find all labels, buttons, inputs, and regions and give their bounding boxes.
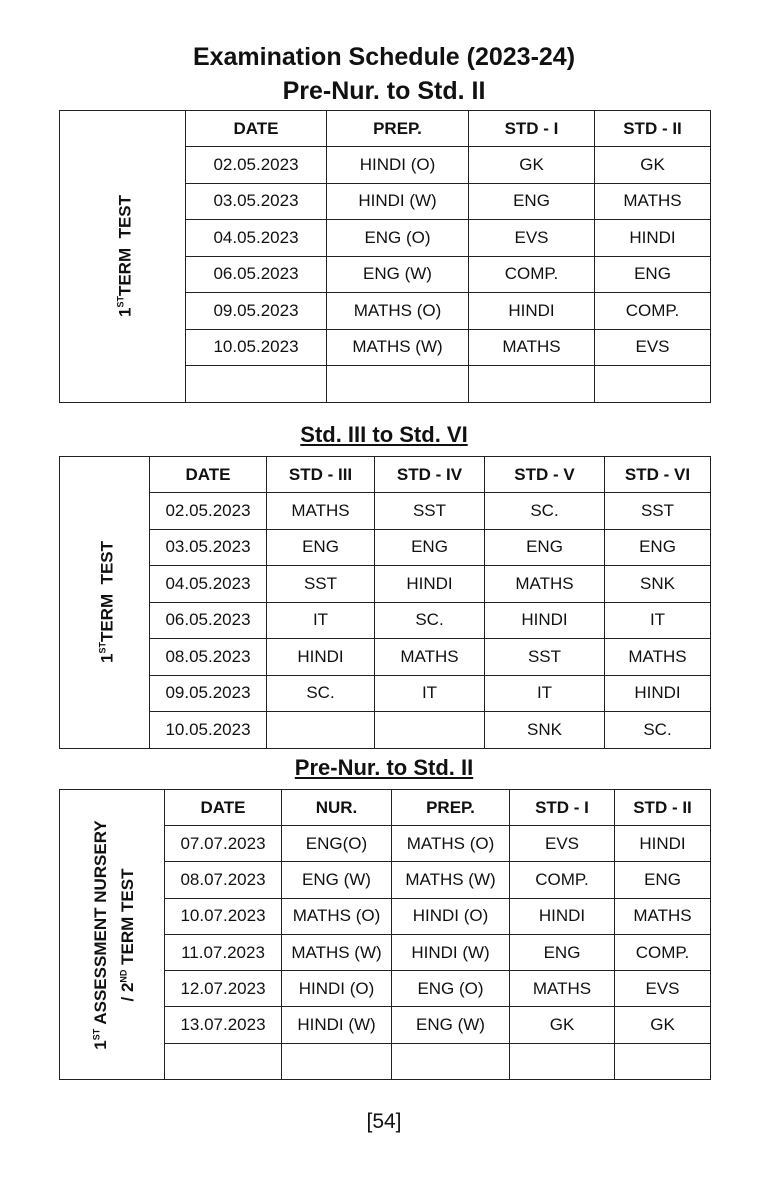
subject-cell: ENG (605, 529, 711, 566)
label-number: 1 (91, 1039, 110, 1050)
subject-cell: COMP. (510, 862, 615, 898)
header-row (60, 790, 711, 826)
column-header: PREP. (327, 111, 469, 147)
subject-cell: HINDI (O) (392, 898, 510, 934)
subject-cell (595, 366, 711, 403)
subject-cell: ENG (267, 529, 375, 566)
subject-cell (392, 1043, 510, 1079)
date-cell: 02.05.2023 (150, 493, 267, 530)
column-header: PREP. (392, 790, 510, 826)
table-row (60, 602, 711, 639)
label-superscript: ST (97, 642, 108, 654)
subject-cell (469, 366, 595, 403)
subject-cell: SC. (605, 712, 711, 749)
subject-cell: COMP. (595, 293, 711, 330)
column-header: DATE (165, 790, 282, 826)
subject-cell: ENG (W) (282, 862, 392, 898)
subject-cell: EVS (510, 826, 615, 862)
subject-cell: HINDI (615, 826, 711, 862)
subject-cell: IT (267, 602, 375, 639)
subject-cell: HINDI (605, 675, 711, 712)
date-cell (165, 1043, 282, 1079)
term-test-label (91, 541, 118, 663)
subject-cell: MATHS (O) (392, 826, 510, 862)
subject-cell: HINDI (469, 293, 595, 330)
subject-cell (327, 366, 469, 403)
label-line-2 (112, 820, 139, 1049)
column-header: STD - III (267, 457, 375, 493)
subject-cell: ENG (375, 529, 485, 566)
label-number: 1 (96, 653, 116, 664)
side-label-cell (60, 457, 150, 749)
subject-cell: SST (267, 566, 375, 603)
label-text: TERM TEST (96, 541, 116, 643)
label-prefix: / 2 (117, 982, 137, 1002)
column-header: STD - IV (375, 457, 485, 493)
subject-cell: ENG (595, 256, 711, 293)
subject-cell: SNK (605, 566, 711, 603)
date-cell: 08.05.2023 (150, 639, 267, 676)
subject-cell: MATHS (O) (282, 898, 392, 934)
table-row (60, 566, 711, 603)
subject-cell: MATHS (595, 183, 711, 220)
subject-cell: IT (605, 602, 711, 639)
subject-cell: MATHS (267, 493, 375, 530)
table-row (60, 529, 711, 566)
table-row (60, 675, 711, 712)
date-cell: 06.05.2023 (150, 602, 267, 639)
subject-cell: HINDI (W) (392, 934, 510, 970)
subject-cell: SC. (267, 675, 375, 712)
subject-cell: ENG (485, 529, 605, 566)
subject-cell: ENG (O) (392, 971, 510, 1007)
subject-cell: MATHS (615, 898, 711, 934)
subject-cell (375, 712, 485, 749)
subject-cell: HINDI (267, 639, 375, 676)
column-header: STD - I (510, 790, 615, 826)
subject-cell: EVS (615, 971, 711, 1007)
date-cell: 10.07.2023 (165, 898, 282, 934)
label-text: ASSESSMENT NURSERY (91, 819, 110, 1029)
table-row (60, 639, 711, 676)
subject-cell: ENG(O) (282, 826, 392, 862)
subject-cell: SC. (375, 602, 485, 639)
subject-cell: MATHS (485, 566, 605, 603)
column-header: STD - I (469, 111, 595, 147)
column-header: NUR. (282, 790, 392, 826)
column-header: STD - II (615, 790, 711, 826)
subject-cell: SNK (485, 712, 605, 749)
column-header: STD - II (595, 111, 711, 147)
subject-cell (267, 712, 375, 749)
subject-cell: MATHS (469, 329, 595, 366)
subject-cell: MATHS (W) (392, 862, 510, 898)
subject-cell: MATHS (605, 639, 711, 676)
label-line-1 (85, 820, 112, 1049)
date-cell: 13.07.2023 (165, 1007, 282, 1043)
header-row (60, 111, 711, 147)
section-heading-prenur-std2: Pre-Nur. to Std. II (294, 755, 474, 780)
subject-cell: EVS (595, 329, 711, 366)
date-cell: 07.07.2023 (165, 826, 282, 862)
date-cell: 12.07.2023 (165, 971, 282, 1007)
subject-cell: HINDI (W) (327, 183, 469, 220)
date-cell: 11.07.2023 (165, 934, 282, 970)
side-label-cell (60, 790, 165, 1080)
date-cell (186, 366, 327, 403)
subject-cell: GK (615, 1007, 711, 1043)
assessment-label (85, 820, 138, 1049)
subject-cell: SST (605, 493, 711, 530)
date-cell: 03.05.2023 (186, 183, 327, 220)
label-text: TERM TEST (117, 868, 137, 970)
table-row (60, 712, 711, 749)
date-cell: 04.05.2023 (186, 220, 327, 257)
subject-cell: ENG (W) (392, 1007, 510, 1043)
side-label-cell (60, 111, 186, 403)
subject-cell: HINDI (485, 602, 605, 639)
page-subtitle: Pre-Nur. to Std. II (282, 77, 486, 105)
subject-cell: MATHS (375, 639, 485, 676)
subject-cell: ENG (W) (327, 256, 469, 293)
subject-cell: COMP. (469, 256, 595, 293)
label-number: 1 (114, 307, 134, 318)
header-row (60, 457, 711, 493)
subject-cell: SC. (485, 493, 605, 530)
date-cell: 06.05.2023 (186, 256, 327, 293)
subject-cell (615, 1043, 711, 1079)
subject-cell: SST (375, 493, 485, 530)
page-title: Examination Schedule (2023-24) (192, 43, 576, 71)
subject-cell: ENG (615, 862, 711, 898)
subject-cell: ENG (510, 934, 615, 970)
schedule-table-std3-std6-term1 (59, 456, 711, 749)
column-header: STD - V (485, 457, 605, 493)
subject-cell: GK (469, 147, 595, 184)
date-cell: 02.05.2023 (186, 147, 327, 184)
label-text: TERM TEST (114, 195, 134, 297)
subject-cell: IT (375, 675, 485, 712)
date-cell: 09.05.2023 (150, 675, 267, 712)
term-test-label (109, 195, 136, 317)
subject-cell: MATHS (W) (327, 329, 469, 366)
subject-cell: HINDI (O) (282, 971, 392, 1007)
date-cell: 08.07.2023 (165, 862, 282, 898)
subject-cell: HINDI (510, 898, 615, 934)
label-superscript: ST (115, 296, 126, 308)
column-header: DATE (150, 457, 267, 493)
subject-cell: COMP. (615, 934, 711, 970)
date-cell: 04.05.2023 (150, 566, 267, 603)
column-header: STD - VI (605, 457, 711, 493)
subject-cell: MATHS (W) (282, 934, 392, 970)
subject-cell: HINDI (595, 220, 711, 257)
subject-cell: SST (485, 639, 605, 676)
subject-cell (282, 1043, 392, 1079)
subject-cell: ENG (O) (327, 220, 469, 257)
subject-cell: IT (485, 675, 605, 712)
page-number: [54] (366, 1110, 402, 1133)
column-header: DATE (186, 111, 327, 147)
label-superscript: ND (118, 969, 128, 983)
subject-cell: MATHS (O) (327, 293, 469, 330)
subject-cell: GK (595, 147, 711, 184)
subject-cell: HINDI (375, 566, 485, 603)
table-row (60, 493, 711, 530)
date-cell: 10.05.2023 (150, 712, 267, 749)
subject-cell: MATHS (510, 971, 615, 1007)
schedule-table-prenur-std2-term1 (59, 110, 711, 403)
subject-cell: GK (510, 1007, 615, 1043)
schedule-table-prenur-std2-assessment (59, 789, 711, 1080)
date-cell: 03.05.2023 (150, 529, 267, 566)
subject-cell: HINDI (W) (282, 1007, 392, 1043)
date-cell: 09.05.2023 (186, 293, 327, 330)
date-cell: 10.05.2023 (186, 329, 327, 366)
subject-cell: ENG (469, 183, 595, 220)
subject-cell (510, 1043, 615, 1079)
section-heading-std3-std6: Std. III to Std. VI (300, 422, 468, 447)
subject-cell: HINDI (O) (327, 147, 469, 184)
label-superscript: ST (91, 1028, 102, 1040)
subject-cell: EVS (469, 220, 595, 257)
